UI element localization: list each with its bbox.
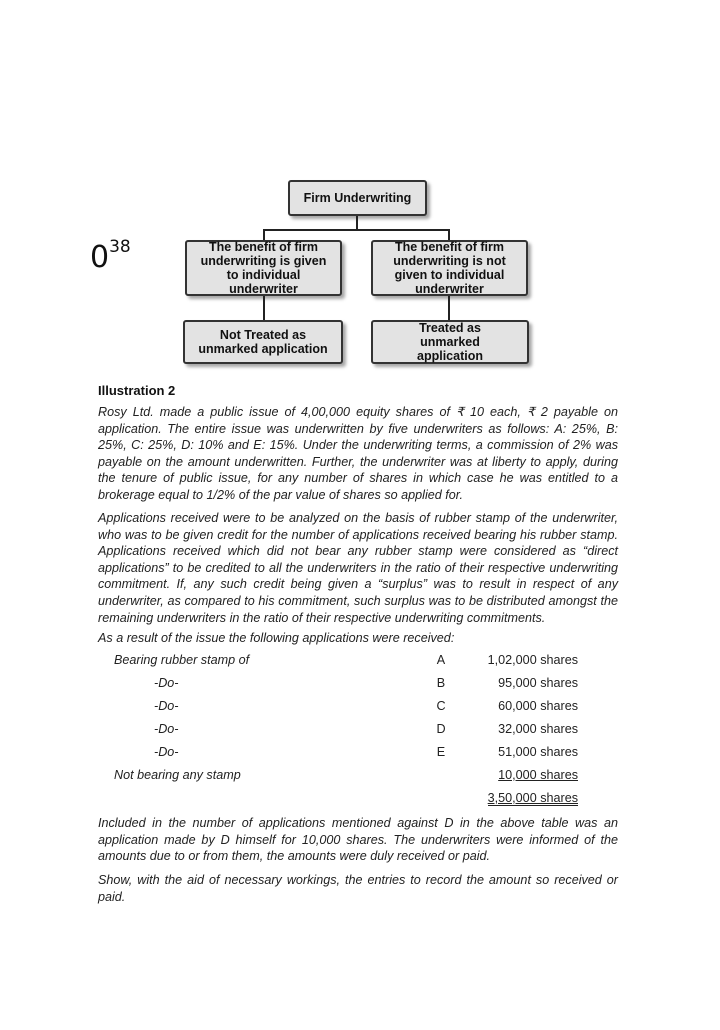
diagram-right-branch-label: The benefit of firm underwriting is not given to individual underwriter [393,240,506,296]
table-row [98,676,618,694]
diagram-right-result-label: Treated as unmarked application [417,321,483,363]
row-qty: 95,000 shares [498,676,578,690]
row-label: Not bearing any stamp [114,768,241,782]
illustration-para-5: Show, with the aid of necessary workings, the entries to record the amount so received or paid. [98,873,618,904]
illustration-para-1: Rosy Ltd. made a public issue of 4,00,000 equity shares of ₹ 10 each, ₹ 2 payable on application. The entire issue was underwritten by five underwriters as follows: A: 25%, B: 25%, C: 25%, D: 10% and E: 15%. Under the underwriting terms, a commission of 2% was payable on the amount underwritten. Further, the underwriter was at liberty to apply, during the tenure of public issue, for any number of shares in which case he was entitled to a brokerage equal to 1/2% of the par value of shares so applied for. [98,405,618,502]
row-qty-total: 3,50,000 shares [487,791,578,805]
row-qty: 10,000 shares [498,768,578,782]
illustration-para-2: Applications received were to be analyzed on the basis of rubber stamp of the underwriter, who was to be given credit for the number of applications received bearing his rubber stamp. Applications received which did not bear any rubber stamp were considered as “direct applications” to be credited to all the underwriters in the ratio of their respective underwriting commitment. If, any such credit being given a “surplus” was to result in respect of any underwriter, as compared to his commitment, such surplus was to be distributed amongst the remaining underwriters in the ratio of their respective underwriting commitments. [98,511,618,625]
row-code: E [436,745,446,759]
diagram-right-branch-box [371,240,528,296]
table-row [98,699,618,717]
row-label: -Do- [154,722,179,736]
row-code: A [436,653,446,667]
table-row [98,653,618,671]
diagram-root-label: Firm Underwriting [303,191,412,205]
table-row [98,745,618,763]
diagram-left-branch-box [185,240,342,296]
row-qty: 1,02,000 shares [487,653,578,667]
page-marker [90,237,131,275]
diagram-left-result-box [183,320,343,364]
diagram-left-branch-label: The benefit of firm underwriting is given to individual underwriter [200,240,327,296]
row-code: C [436,699,446,713]
row-label: -Do- [154,676,179,690]
table-row [98,768,618,786]
row-label: Bearing rubber stamp of [114,653,250,667]
illustration-para-3: As a result of the issue the following applications were received: [98,631,455,645]
connector-left-to-result [263,296,265,321]
row-code: B [436,676,446,690]
row-qty: 32,000 shares [498,722,578,736]
diagram-root-box [288,180,427,216]
row-label: -Do- [154,699,179,713]
row-qty: 51,000 shares [498,745,578,759]
row-label: -Do- [154,745,179,759]
page-marker-base: 0 [90,240,110,275]
connector-root-down [356,216,358,230]
diagram-right-result-box [371,320,529,364]
row-qty: 60,000 shares [498,699,578,713]
table-row [98,722,618,740]
connector-right-to-result [448,296,450,321]
page-marker-sup: 38 [109,237,131,257]
illustration-para-4: Included in the number of applications mentioned against D in the above table was an application made by D himself for 10,000 shares. The underwriters were informed of the amounts due to or from them, the amounts were duly received or paid. [98,816,618,864]
diagram-left-result-label: Not Treated as unmarked application [198,328,328,356]
row-code: D [436,722,446,736]
table-row-total [98,791,618,809]
connector-horizontal-top [263,229,450,231]
illustration-title: Illustration 2 [98,383,176,398]
